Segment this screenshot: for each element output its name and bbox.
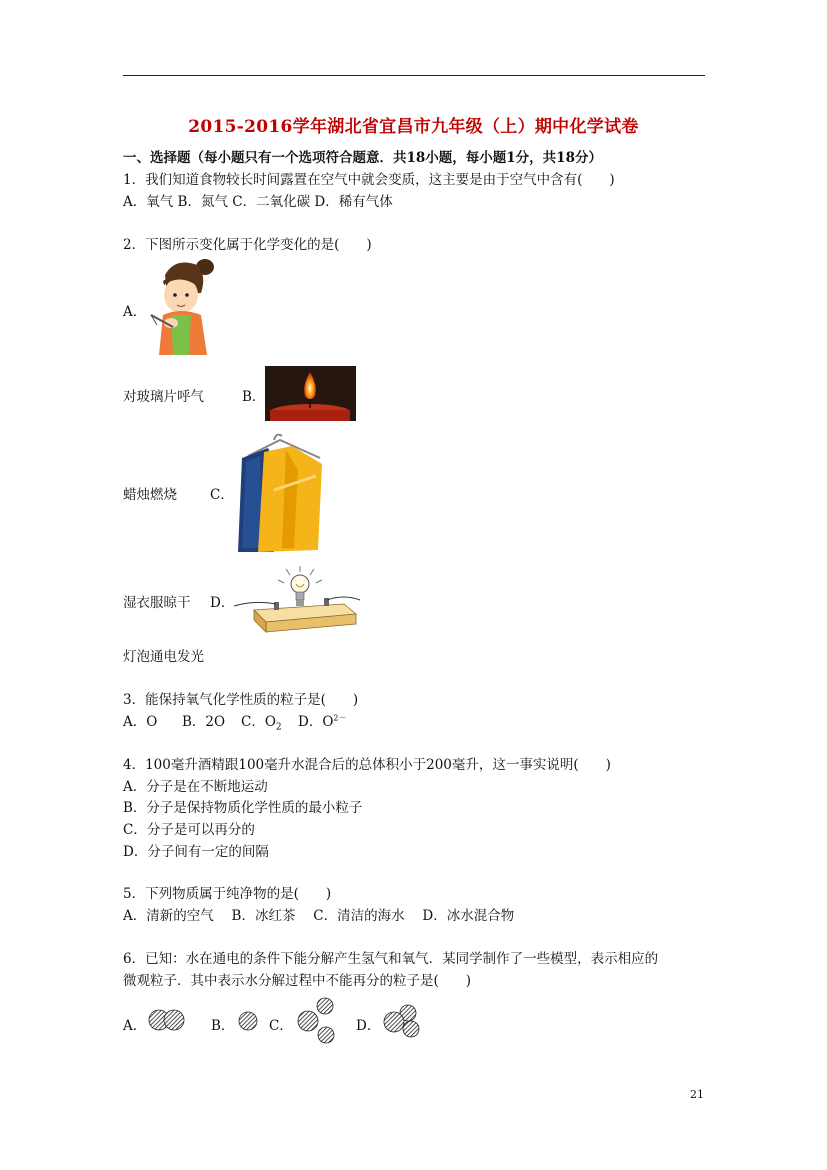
q6-option-a-label: A． (123, 1018, 147, 1034)
q2-option-c-label: C． (210, 487, 234, 503)
q2-option-a-label: A． (123, 304, 147, 320)
q6-stem-line1: 6．已知：水在通电的条件下能分解产生氢气和氧气．某同学制作了一些模型，表示相应的 (123, 951, 659, 967)
q2-caption-d: 灯泡通电发光 (123, 649, 204, 665)
q3-stem: 3．能保持氧气化学性质的粒子是( ) (123, 692, 359, 708)
q5-stem: 5．下列物质属于纯净物的是( ) (123, 886, 332, 902)
light-bulb-image (234, 566, 360, 634)
q5-options: A．清新的空气 B．冰红茶 C．清洁的海水 D．冰水混合物 (123, 908, 515, 924)
q6-stem-line2: 微观粒子．其中表示水分解过程中不能再分的粒子是( ) (123, 973, 472, 989)
q6-molecule-c (294, 996, 340, 1046)
q3-option-c (241, 710, 282, 733)
page-number: 21 (690, 1088, 704, 1101)
q2-stem: 2．下图所示变化属于化学变化的是( ) (123, 237, 372, 253)
q3-option-d-superscript: 2－ (333, 713, 347, 723)
q2-caption-c: 湿衣服晾干 (123, 595, 191, 611)
q1-stem: 1．我们知道食物较长时间露置在空气中就会变质，这主要是由于空气中含有( ) (123, 172, 615, 188)
q6-molecule-a (146, 1008, 188, 1032)
candle-burning-image (265, 366, 356, 421)
q4-stem: 4．100毫升酒精跟100毫升水混合后的总体积小于200毫升，这一事实说明( ) (123, 757, 611, 773)
q3-option-d (298, 710, 347, 730)
q2-option-b-label: B． (242, 389, 266, 405)
q3-option-d-main: D．O (298, 714, 334, 730)
section-heading: 一、选择题（每小题只有一个选项符合题意．共18小题，每小题1分，共18分） (123, 150, 602, 166)
q4-option-b: B．分子是保持物质化学性质的最小粒子 (123, 800, 363, 816)
girl-breathing-image (145, 255, 215, 360)
q6-molecule-d (380, 1003, 424, 1039)
q6-option-d-label: D． (356, 1018, 381, 1034)
q6-option-c-label: C． (269, 1018, 293, 1034)
q2-caption-b: 蜡烛燃烧 (123, 487, 177, 503)
q3-option-b: B．2O (182, 714, 226, 730)
q1-options: A．氧气 B．氮气 C．二氧化碳 D．稀有气体 (123, 194, 393, 210)
q6-atom-b (236, 1010, 262, 1032)
q2-option-d-label: D． (210, 595, 235, 611)
wet-clothes-image (234, 430, 326, 555)
q3-option-a: A．O (123, 714, 158, 730)
q4-option-a: A．分子是在不断地运动 (123, 779, 268, 795)
header-rule (123, 75, 705, 76)
exam-title: 2015-2016学年湖北省宜昌市九年级（上）期中化学试卷 (188, 117, 639, 137)
q2-caption-a: 对玻璃片呼气 (123, 389, 204, 405)
q3-option-c-main: C．O (241, 714, 276, 730)
q4-option-d: D．分子间有一定的间隔 (123, 844, 269, 860)
q3-option-c-subscript: 2 (275, 722, 282, 733)
q6-option-b-label: B． (211, 1018, 235, 1034)
q4-option-c: C．分子是可以再分的 (123, 822, 255, 838)
